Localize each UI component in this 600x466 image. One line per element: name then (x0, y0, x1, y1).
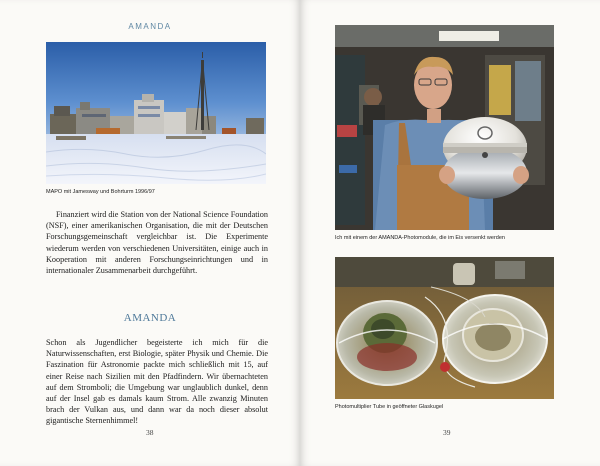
photomultiplier-photo (335, 257, 554, 399)
photomodule-photo (335, 25, 554, 230)
page-number-right: 39 (443, 428, 451, 437)
section-title: AMANDA (123, 312, 177, 324)
station-photo (46, 42, 266, 184)
photomultiplier-caption: Photomultiplier Tube in geöffneter Glaskugel (335, 404, 444, 410)
paragraph-funding: Finanziert wird die Station von der National Science Foundation (NSF), einer amerikanischen Organisation, die mit der Deutschen Forschungsgemeinschaft vergleichbar ist. Die Experimente wiederum werden von verschiedenen Universitäten, einige auch in Kooperation mit anderen Forschungseinrichtungen und in internationaler Zusammenarbeit durchgeführt. (46, 210, 268, 276)
right-page (300, 0, 600, 466)
photomodule-caption: Ich mit einem der AMANDA-Photomodule, die im Eis versenkt werden (335, 235, 505, 241)
running-head: AMANDA (128, 22, 172, 31)
paragraph-amanda: Schon als Jugendlicher begeisterte ich mich für die Naturwissenschaften, erst Biologie, später Physik und Chemie. Die Faszination für Astronomie packte mich schließlich mit 15, auf einer Reise nach Sizilien mit den Pfadfindern. Wir übernachteten auf dem Stromboli; die Umgebung war unglaublich dunkel, denn auf der Insel gab es damals kaum Strom. Alle zwanzig Minuten brach der Vulkan aus, und dann war da noch dieser absolut gigantische Sternenhimmel! (46, 338, 268, 426)
station-photo-caption: MAPO mit Jamesway und Bohrturm 1996/97 (46, 189, 155, 195)
page-number-left: 38 (146, 428, 154, 437)
